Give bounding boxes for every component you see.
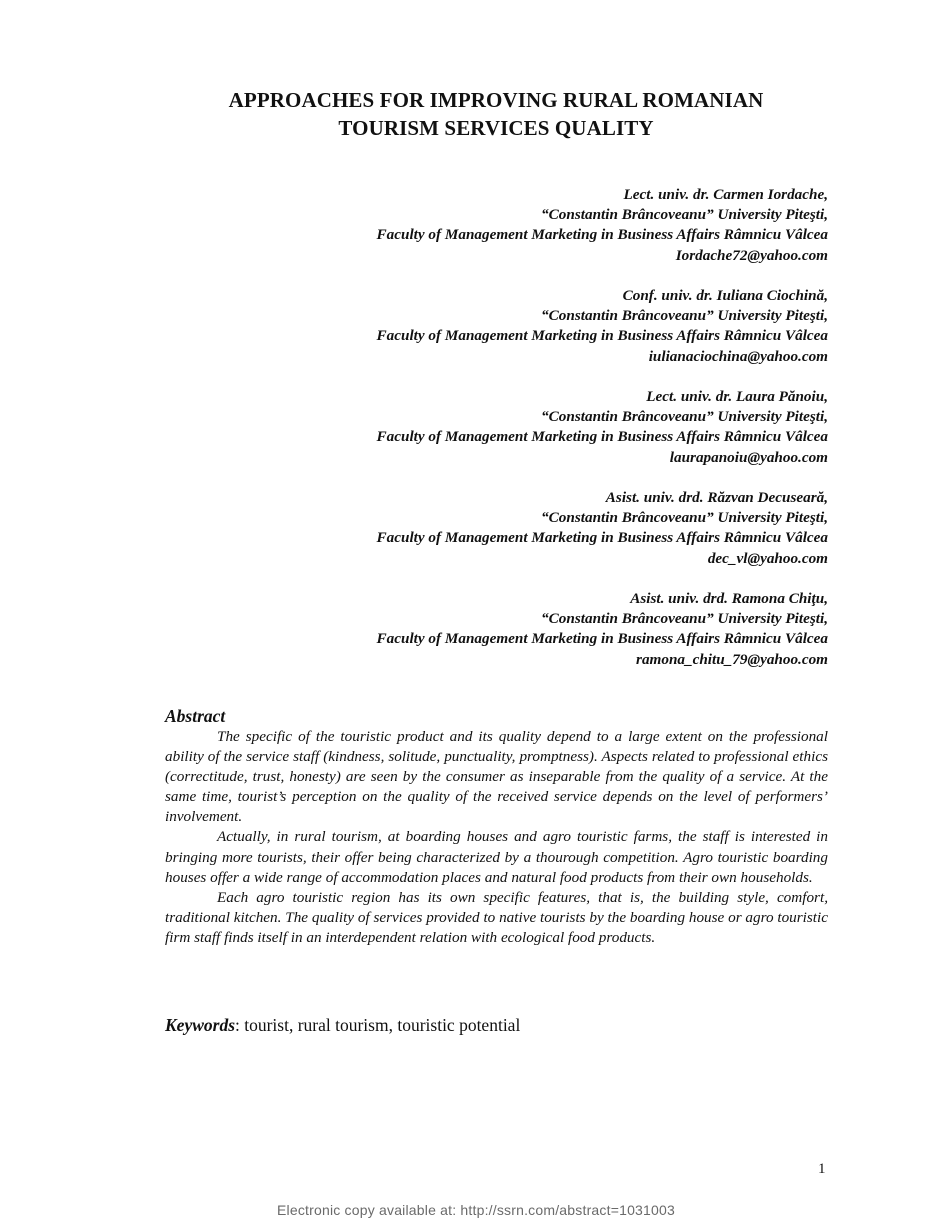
- author-university: “Constantin Brâncoveanu” University Piteşti,: [541, 307, 828, 325]
- author-faculty: Faculty of Management Marketing in Business Affairs Râmnicu Vâlcea: [376, 327, 828, 345]
- keywords-label: Keywords: [165, 1015, 235, 1035]
- title-line-2: TOURISM SERVICES QUALITY: [338, 116, 654, 140]
- author-list: [208, 185, 828, 690]
- author-university: “Constantin Brâncoveanu” University Piteşti,: [541, 509, 828, 527]
- author-email: dec_vl@yahoo.com: [707, 549, 828, 567]
- author-faculty: Faculty of Management Marketing in Business Affairs Râmnicu Vâlcea: [376, 428, 828, 446]
- author-name: Asist. univ. drd. Ramona Chiţu,: [630, 590, 828, 607]
- author-name: Lect. univ. dr. Laura Pănoiu,: [646, 388, 828, 405]
- author-block-1: [208, 185, 828, 266]
- author-faculty: Faculty of Management Marketing in Business Affairs Râmnicu Vâlcea: [376, 226, 828, 244]
- abstract-section: [165, 705, 828, 948]
- author-block-5: [208, 589, 828, 670]
- abstract-paragraph-1: The specific of the touristic product and its quality depend to a large extent on the professional ability of the service staff (kindness, solitude, punctuality, promptness). Aspects related to professional ethics (correctitude, trust, honesty) are seen by the consumer as inseparable from the quality of a service. At the same time, tourist’s perception on the quality of the received service depends on the level of performers’ involvement.: [165, 728, 828, 826]
- author-faculty: Faculty of Management Marketing in Business Affairs Râmnicu Vâlcea: [376, 529, 828, 547]
- keywords-text: : tourist, rural tourism, touristic potential: [235, 1015, 521, 1035]
- author-faculty: Faculty of Management Marketing in Business Affairs Râmnicu Vâlcea: [376, 630, 828, 648]
- author-email: laurapanoiu@yahoo.com: [669, 448, 828, 466]
- author-university: “Constantin Brâncoveanu” University Piteşti,: [541, 610, 828, 628]
- author-block-3: [208, 387, 828, 468]
- author-university: “Constantin Brâncoveanu” University Piteşti,: [541, 206, 828, 224]
- page-number: 1: [818, 1161, 826, 1177]
- author-name: Lect. univ. dr. Carmen Iordache,: [623, 186, 828, 203]
- author-university: “Constantin Brâncoveanu” University Piteşti,: [541, 408, 828, 426]
- author-block-2: [208, 286, 828, 367]
- abstract-heading: Abstract: [165, 706, 226, 726]
- author-email: Iordache72@yahoo.com: [675, 246, 828, 264]
- paper-title: [120, 86, 872, 142]
- author-email: ramona_chitu_79@yahoo.com: [636, 650, 828, 668]
- keywords-line: [165, 1014, 520, 1036]
- author-email: iulianaciochina@yahoo.com: [648, 347, 828, 365]
- author-name: Asist. univ. drd. Răzvan Decuseară,: [605, 489, 828, 506]
- author-block-4: [208, 488, 828, 569]
- abstract-paragraph-3: Each agro touristic region has its own specific features, that is, the building style, comfort, traditional kitchen. The quality of services provided to native tourists by the boarding house or agro touristic firm staff finds itself in an interdependent relation with ecological food products.: [165, 888, 828, 946]
- title-line-1: APPROACHES FOR IMPROVING RURAL ROMANIAN: [228, 88, 764, 112]
- author-name: Conf. univ. dr. Iuliana Ciochină,: [622, 287, 828, 304]
- ssrn-footer: Electronic copy available at: http://ssrn.com/abstract=1031003: [276, 1202, 675, 1218]
- abstract-paragraph-2: Actually, in rural tourism, at boarding houses and agro touristic farms, the staff is interested in bringing more tourists, their offer being characterized by a thourough competition. Agro touristic boarding houses offer a wide range of accommodation places and natural food products from their own households.: [165, 828, 828, 886]
